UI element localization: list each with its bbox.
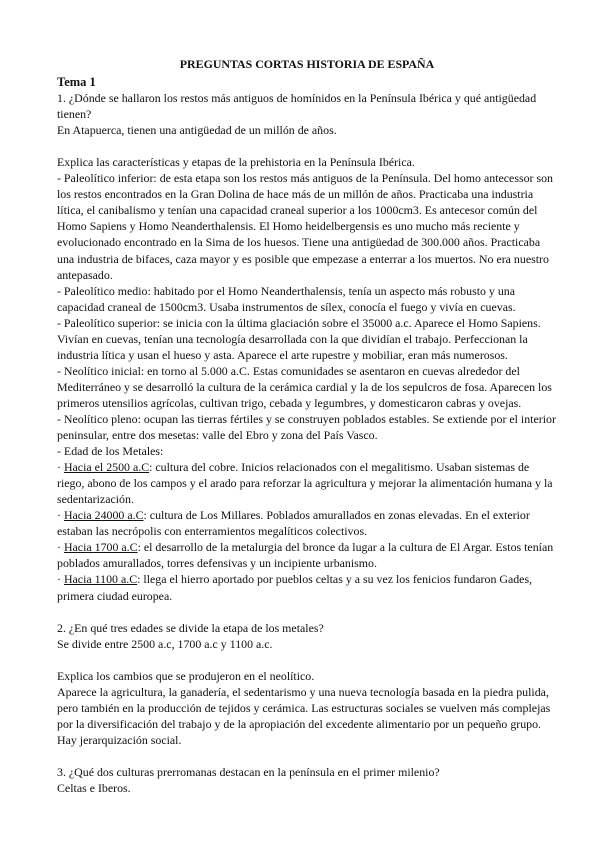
question-2: 2. ¿En qué tres edades se divide la etapa de los metales? <box>57 620 324 635</box>
paleolitico-inferior: - Paleolítico inferior: de esta etapa son los restos más antiguos de la Península. Del homo antecessor son los restos encontrados en la Gran Dolina de hace más de un millón de años. Practicaba una industria lítica, el canibalismo y tenían una capacidad craneal superior a los 1000cm3. Es antecesor común del Homo Sapiens y Homo Neanderthalensis. El Homo heidelbergensis es uno mucho más reciente y evolucionado encontrado en la Sima de los huesos. Tiene una antigüedad de 300.000 años. Practicaba una industria de bifaces, caza mayor y es posible que empezase a enterrar a los muertos. No era nuestro antepasado. <box>57 171 553 282</box>
prehistoria-heading: Explica las características y etapas de la prehistoria en la Península Ibérica. <box>57 155 415 170</box>
item-text: : llega el hierro aportado por pueblos celtas y a su vez los fenicios fundaron Gades, primera ciudad europea. <box>57 572 533 603</box>
bullet: · <box>57 508 64 523</box>
metales-item-bronce <box>57 539 557 571</box>
document-title: PREGUNTAS CORTAS HISTORIA DE ESPAÑA <box>179 57 435 71</box>
metales-item-hierro <box>57 571 557 603</box>
item-text: : cultura del cobre. Inicios relacionados con el megalitismo. Usaban sistemas de riego, abono de los campos y el arado para reforzar la agricultura y mejorar la alimentación humana y la sedentarización. <box>57 460 553 507</box>
paleolitico-superior: - Paleolítico superior: se inicia con la última glaciación sobre el 35000 a.c. Aparece el Homo Sapiens. Vivían en cuevas, tenían una tecnología desarrollada con la que dividían el trabajo. Perfeccionan la industria lítica y usan el hueso y asta. Aparece el arte rupestre y mobiliar, eran más numerosos. <box>57 315 541 362</box>
metales-item-millares <box>57 507 557 539</box>
date-label: Hacia 24000 a.C <box>63 508 144 523</box>
date-label: Hacia el 2500 a.C <box>63 460 150 475</box>
answer-2: Se divide entre 2500 a.c, 1700 a.c y 1100 a.c. <box>57 636 273 651</box>
neolitico-pleno: - Neolítico pleno: ocupan las tierras fértiles y se construyen poblados estables. Se extiende por el interior peninsular, entre dos mesetas: valle del Ebro y zona del País Vasco. <box>57 411 556 443</box>
question-1: 1. ¿Dónde se hallaron los restos más antiguos de homínidos en la Península Ibérica y qué antigüedad tienen? <box>57 91 537 122</box>
document-content <box>57 56 557 796</box>
edad-metales: - Edad de los Metales: <box>57 444 164 459</box>
neolitico-answer: Aparece la agricultura, la ganadería, el sedentarismo y una nueva tecnología basada en la piedra pulida, pero también en la producción de tejidos y cerámica. Las estructuras sociales se vuelven más complejas por la diversificación del trabajo y de la apropiación del excedente alimentario por un pequeño grupo. Hay jerarquización social. <box>57 684 551 747</box>
date-label: Hacia 1700 a.C <box>63 540 138 555</box>
bullet: · <box>57 572 64 587</box>
tema-heading: Tema 1 <box>57 75 96 90</box>
neolitico-inicial: - Neolítico inicial: en torno al 5.000 a.C. Estas comunidades se asentaron en cuevas alrededor del Mediterráneo y se desarrolló la cultura de la cerámica cardial y la de los sepulcros de fosa. Aparecen los primeros utensilios agrícolas, cultivan trigo, cebada y legumbres, y domesticaron cabras y ovejas. <box>57 363 552 410</box>
paleolitico-medio: - Paleolítico medio: habitado por el Homo Neanderthalensis, tenía un aspecto más robusto y una capacidad craneal de 1500cm3. Usaba instrumentos de sílex, conocía el fuego y vivía en cuevas. <box>57 283 516 314</box>
bullet: · <box>57 460 64 475</box>
answer-3: Celtas e Iberos. <box>57 781 131 796</box>
item-text: : el desarrollo de la metalurgia del bronce da lugar a la cultura de El Argar. Estos tenían poblados amurallados, torres defensivas y un incipiente urbanismo. <box>57 540 554 571</box>
metales-item-cobre <box>57 459 557 507</box>
answer-1: En Atapuerca, tienen una antigüedad de un millón de años. <box>57 123 337 138</box>
date-label: Hacia 1100 a.C <box>63 572 138 587</box>
bullet: · <box>57 540 64 555</box>
item-text: : cultura de Los Millares. Poblados amurallados en zonas elevadas. En el exterior estaban las necrópolis con enterramientos megalíticos colectivos. <box>57 508 530 539</box>
question-3: 3. ¿Qué dos culturas prerromanas destacan en la península en el primer milenio? <box>57 765 440 780</box>
neolitico-heading: Explica los cambios que se produjeron en el neolítico. <box>57 668 315 683</box>
